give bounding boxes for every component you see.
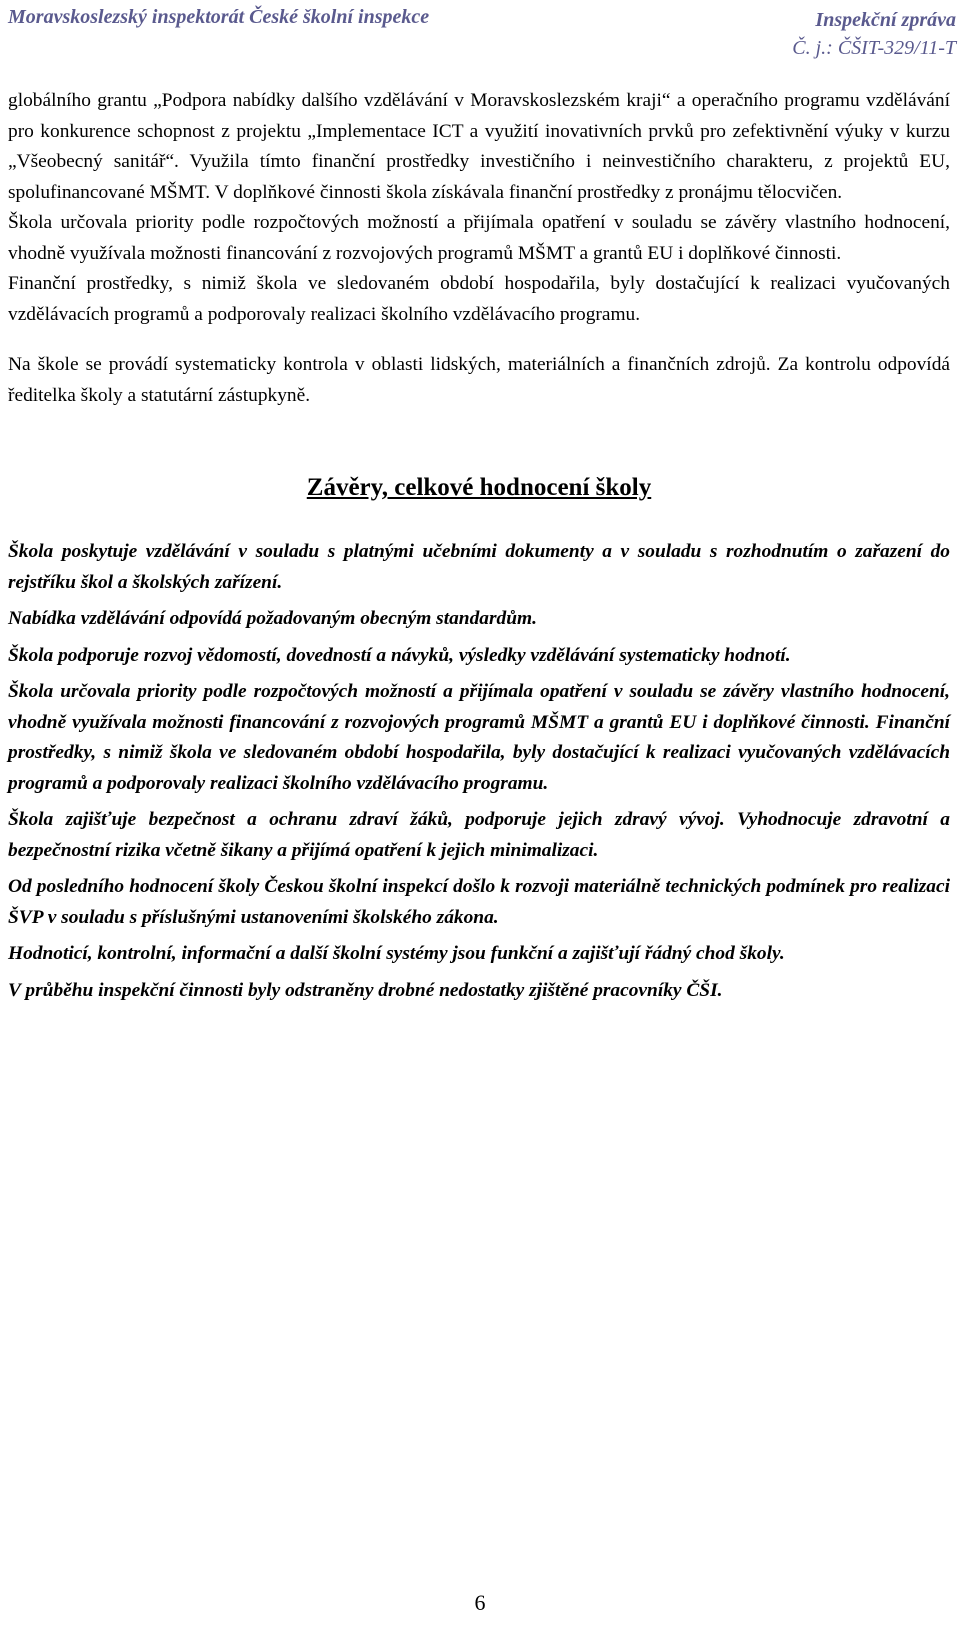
- conclusion-item: Škola podporuje rozvoj vědomostí, dovedností a návyků, výsledky vzdělávání systematicky hodnotí.: [8, 644, 791, 666]
- page-header: [0, 0, 960, 58]
- conclusion-item: Škola zajišťuje bezpečnost a ochranu zdraví žáků, podporuje jejich zdravý vývoj. Vyhodnocuje zdravotní a bezpečnostní rizika včetně šikany a přijímá opatření k jejich minimalizaci.: [8, 809, 950, 861]
- conclusions-list: [8, 537, 950, 1006]
- conclusion-item: Škola poskytuje vzdělávání v souladu s platnými učebními dokumenty a v souladu s rozhodnutím o zařazení do rejstříku škol a školských zařízení.: [8, 541, 950, 593]
- body-paragraph-3: Finanční prostředky, s nimiž škola ve sledovaném období hospodařila, byly dostačující k realizaci vyučovaných vzdělávacích programů a podporovaly realizaci školního vzdělávacího programu.: [8, 273, 950, 325]
- document-body: [8, 86, 950, 1012]
- conclusion-item: Hodnoticí, kontrolní, informační a další školní systémy jsou funkční a zajišťují řádný chod školy.: [8, 943, 785, 964]
- body-paragraph-2: Škola určovala priority podle rozpočtových možností a přijímala opatření v souladu se závěry vlastního hodnocení, vhodně využívala možnosti financování z rozvojových programů MŠMT a grantů EU i doplňkové činnosti.: [8, 212, 950, 264]
- section-title: Závěry, celkové hodnocení školy: [306, 474, 652, 501]
- header-report-title: Inspekční zpráva: [815, 9, 956, 31]
- header-institution: Moravskoslezský inspektorát České školní inspekce: [8, 6, 430, 28]
- conclusion-item: Od posledního hodnocení školy Českou školní inspekcí došlo k rozvoji materiálně technických podmínek pro realizaci ŠVP v souladu s příslušnými ustanoveními školského zákona.: [8, 876, 950, 928]
- body-paragraph-1: globálního grantu „Podpora nabídky dalšího vzdělávání v Moravskoslezském kraji“ a operačního programu vzdělávání pro konkurence schopnost z projektu „Implementace ICT a využití inovativních prvků pro zefektivnění výuky v kurzu „Všeobecný sanitář“. Využila tímto finanční prostředky investičního i neinvestičního charakteru, z projektů EU, spolufinancované MŠMT. V doplňkové činnosti škola získávala finanční prostředky z pronájmu tělocvičen.: [8, 90, 950, 203]
- conclusion-item: Škola určovala priority podle rozpočtových možností a přijímala opatření v souladu se závěry vlastního hodnocení, vhodně využívala možnosti financování z rozvojových programů MŠMT a grantů EU i doplňkové činnosti. Finanční prostředky, s nimiž škola ve sledovaném období hospodařila, byly dostačující k realizaci vyučovaných vzdělávacích programů a podporovaly realizaci školního vzdělávacího programu.: [8, 681, 950, 794]
- conclusion-item: V průběhu inspekční činnosti byly odstraněny drobné nedostatky zjištěné pracovníky ČŠI.: [8, 979, 723, 1001]
- page-number: 6: [474, 1590, 486, 1615]
- header-reference-number: Č. j.: ČŠIT-329/11-T: [792, 37, 956, 59]
- header-report-info: [792, 6, 956, 62]
- body-paragraph-4: Na škole se provádí systematicky kontrola v oblasti lidských, materiálních a finančních zdrojů. Za kontrolu odpovídá ředitelka školy a statutární zástupkyně.: [8, 354, 950, 406]
- conclusion-item: Nabídka vzdělávání odpovídá požadovaným obecným standardům.: [8, 608, 537, 629]
